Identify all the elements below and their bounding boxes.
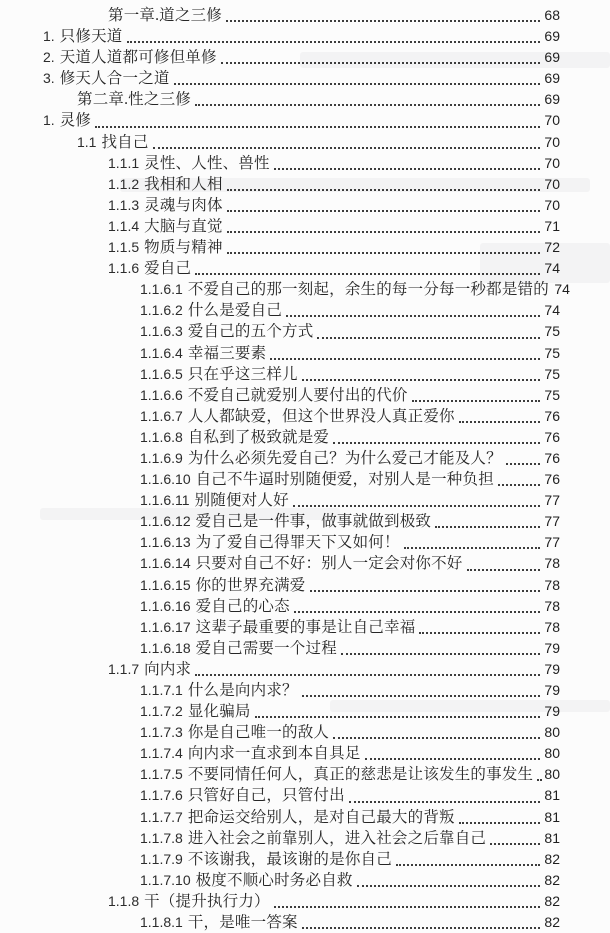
dot-leader	[127, 41, 541, 43]
toc-entry-number: 1.	[43, 112, 55, 129]
toc-entry[interactable]	[0, 258, 610, 279]
toc-entry-number: 3.	[43, 70, 55, 87]
toc-entry-number: 1.1.3	[108, 196, 140, 213]
toc-entry-page: 79	[544, 703, 560, 720]
dot-leader	[333, 737, 540, 739]
toc-entry-title: 进入社会之前靠别人，进入社会之后靠自己	[187, 829, 487, 847]
toc-entry[interactable]	[0, 26, 610, 47]
toc-entry-number: 1.1.8	[108, 892, 140, 909]
toc-entry-title: 爱自己需要一个过程	[195, 639, 337, 657]
dot-leader	[274, 906, 540, 908]
toc-entry-number: 1.1.6.9	[140, 449, 183, 466]
toc-entry-number: 1.1.8.1	[140, 914, 183, 931]
toc-entry-number: 1.1.6	[108, 260, 140, 277]
toc-entry[interactable]	[0, 195, 610, 216]
toc-entry-page: 78	[544, 576, 560, 593]
dot-leader	[459, 421, 540, 423]
toc-entry-page: 72	[544, 239, 560, 256]
toc-entry-number: 1.1.7.10	[140, 871, 191, 888]
toc-entry[interactable]	[0, 532, 610, 553]
toc-entry[interactable]	[0, 511, 610, 532]
toc-entry-page: 74	[544, 302, 560, 319]
toc-entry-page: 80	[544, 724, 560, 741]
toc-entry[interactable]	[0, 343, 610, 364]
toc-entry-page: 69	[544, 49, 560, 66]
toc-entry-page: 81	[544, 808, 560, 825]
toc-entry-page: 76	[544, 428, 560, 445]
toc-entry-title: 自己不牛逼时别随便爱，对别人是一种负担	[195, 471, 494, 489]
dot-leader	[333, 442, 540, 444]
toc-entry-number: 1.1.5	[108, 239, 140, 256]
toc-entry-page: 74	[544, 260, 560, 277]
toc-entry[interactable]	[0, 743, 610, 764]
toc-entry[interactable]	[0, 807, 610, 828]
dot-leader	[396, 864, 540, 866]
dot-leader	[221, 62, 540, 64]
toc-entry-number: 1.1.6.5	[140, 365, 183, 382]
dot-leader	[357, 885, 540, 887]
toc-entry-title: 这辈子最重要的事是让自己幸福	[195, 618, 416, 636]
toc-entry-number: 1.1.6.11	[140, 492, 190, 509]
toc-entry[interactable]	[0, 701, 610, 722]
toc-entry-page: 77	[544, 492, 560, 509]
toc-entry-number: 1.1.2	[108, 175, 140, 192]
toc-entry-number: 1.1.7.7	[140, 808, 183, 825]
dot-leader	[286, 315, 540, 317]
toc-entry-number: 1.1.6.16	[140, 597, 191, 614]
dot-leader	[195, 674, 540, 676]
toc-entry-number: 1.1.7.6	[140, 787, 183, 804]
toc-entry-title: 你是自己唯一的敌人	[187, 724, 330, 742]
toc-entry-title: 极度不顺心时务必自救	[195, 871, 353, 889]
dot-leader	[227, 231, 540, 233]
toc-entry[interactable]	[0, 237, 610, 258]
toc-entry[interactable]	[0, 406, 610, 427]
toc-entry[interactable]	[0, 132, 610, 153]
toc-entry-page: 82	[544, 892, 560, 909]
dot-leader	[490, 843, 540, 845]
dot-leader	[227, 189, 540, 191]
toc-entry-page: 70	[544, 133, 560, 150]
toc-entry-number: 1.1.7.8	[140, 829, 183, 846]
toc-entry-title: 爱自己的五个方式	[187, 323, 314, 341]
toc-entry-page: 79	[544, 660, 560, 677]
toc-entry-page: 70	[544, 175, 560, 192]
toc-entry[interactable]	[0, 638, 610, 659]
toc-entry-number: 1.1.6.3	[140, 323, 183, 340]
toc-entry[interactable]	[0, 5, 610, 26]
toc-entry[interactable]	[0, 575, 610, 596]
toc-entry-page: 75	[544, 344, 560, 361]
toc-entry-page: 78	[544, 618, 560, 635]
toc-entry[interactable]	[0, 764, 610, 785]
toc-entry-number: 1.1.6.8	[140, 428, 183, 445]
toc-entry-number: 1.1.6.17	[140, 618, 191, 635]
toc-entry-title: 只修天道	[59, 28, 123, 46]
toc-entry-title: 灵魂与肉体	[144, 196, 223, 214]
toc-entry-number: 1.1.7	[108, 660, 140, 677]
toc-entry-title: 向内求	[144, 660, 192, 678]
dot-leader	[274, 168, 540, 170]
toc-entry-title: 把命运交给别人，是对自己最大的背叛	[187, 808, 455, 826]
dot-leader	[404, 547, 540, 549]
toc-entry-page: 75	[544, 386, 560, 403]
toc-entry[interactable]	[0, 47, 610, 68]
toc-entry-title: 天道人道都可修但单修	[59, 49, 217, 67]
toc-entry-page: 80	[544, 766, 560, 783]
toc-entry-page: 77	[544, 513, 560, 530]
toc-entry[interactable]	[0, 828, 610, 849]
toc-entry-page: 82	[544, 914, 560, 931]
dot-leader	[95, 126, 540, 128]
toc-entry-page: 81	[544, 829, 560, 846]
toc-entry-title: 爱自己是一件事，做事就做到极致	[195, 513, 432, 531]
toc-entry-number: 1.1.7.9	[140, 850, 183, 867]
toc-entry-title: 显化骗局	[187, 703, 251, 721]
toc-entry[interactable]	[0, 680, 610, 701]
toc-entry-page: 68	[544, 7, 560, 23]
toc-entry-title: 只要对自己不好：别人一定会对你不好	[195, 555, 463, 573]
toc-entry-title: 灵修	[59, 112, 92, 130]
toc-entry-title: 干，是唯一答案	[187, 914, 298, 932]
toc-entry-number: 1.1.6.1	[140, 281, 183, 298]
toc-entry[interactable]	[0, 153, 610, 174]
toc-entry-title: 大脑与直觉	[144, 217, 223, 235]
toc-entry-title: 什么是爱自己	[187, 302, 283, 320]
dot-leader	[506, 463, 540, 465]
toc-entry-number: 1.1.6.13	[140, 534, 191, 551]
toc-entry-page: 79	[544, 682, 560, 698]
toc-entry[interactable]	[0, 659, 610, 680]
toc-entry-number: 1.1.7.5	[140, 766, 183, 783]
toc-entry-page: 69	[544, 91, 560, 108]
toc-entry-title: 找自己	[101, 133, 149, 151]
toc-entry[interactable]	[0, 279, 610, 300]
dot-leader	[498, 484, 540, 486]
dot-leader	[195, 104, 540, 106]
toc-entry[interactable]	[0, 490, 610, 511]
dot-leader	[294, 611, 540, 613]
toc-entry[interactable]	[0, 891, 610, 912]
dot-leader	[467, 569, 540, 571]
toc-entry[interactable]	[0, 722, 610, 743]
toc-entry-title: 物质与精神	[144, 239, 223, 257]
dot-leader	[270, 358, 540, 360]
toc-entry-number: 1.1.6.2	[140, 302, 183, 319]
dot-leader	[435, 526, 540, 528]
toc-entry[interactable]	[0, 216, 610, 237]
toc-entry-number: 1.1.6.10	[140, 471, 191, 488]
dot-leader	[153, 147, 540, 149]
toc-entry-page: 71	[544, 217, 560, 234]
toc-entry-page: 77	[544, 534, 560, 551]
dot-leader	[412, 400, 540, 402]
toc-entry-number: 1.1.6.14	[140, 555, 191, 572]
toc-entry-page: 76	[544, 407, 560, 424]
dot-leader	[317, 337, 540, 339]
toc-entry[interactable]	[0, 596, 610, 617]
toc-entry[interactable]	[0, 427, 610, 448]
toc-entry-number: 1.1.7.4	[140, 745, 183, 762]
toc-entry[interactable]	[0, 849, 610, 870]
toc-entry-page: 74	[554, 281, 570, 298]
toc-entry-page: 75	[544, 323, 560, 340]
toc-entry-title: 第一章.道之三修	[108, 7, 222, 24]
toc-entry-title: 幸福三要素	[187, 344, 267, 362]
toc-entry-number: 1.1.7.3	[140, 724, 183, 741]
toc-entry-title: 我相和人相	[144, 175, 223, 193]
toc-entry-page: 75	[544, 365, 560, 382]
toc-entry-number: 1.	[43, 28, 55, 45]
toc-entry-title: 修天人合一之道	[59, 70, 170, 88]
toc-entry-title: 爱自己的心态	[195, 597, 290, 615]
toc-entry-number: 1.1.6.4	[140, 344, 183, 361]
dot-leader	[302, 695, 540, 697]
toc-entry[interactable]	[0, 364, 610, 385]
toc-entry-page: 80	[544, 745, 560, 762]
toc-entry-title: 你的世界充满爱	[195, 576, 306, 594]
toc-entry-title: 不爱自己的那一刻起，余生的每一分每一秒都是错的	[187, 281, 549, 299]
toc-entry-title: 不该谢我，最该谢的是你自己	[187, 850, 392, 868]
dot-leader	[302, 379, 540, 381]
toc-entry-title: 只在乎这三样儿	[187, 365, 298, 383]
dot-leader	[195, 273, 540, 275]
toc-entry[interactable]	[0, 617, 610, 638]
toc-entry[interactable]	[0, 110, 610, 131]
toc-entry[interactable]	[0, 385, 610, 406]
toc-entry-number: 1.1	[77, 133, 97, 150]
toc-entry-title: 第二章.性之三修	[77, 91, 191, 109]
toc-entry-page: 69	[544, 70, 560, 87]
toc-entry-page: 69	[544, 28, 560, 45]
toc-entry-page: 70	[544, 154, 560, 171]
dot-leader	[349, 801, 540, 803]
toc-entry-title: 只管好自己，只管付出	[187, 787, 345, 805]
toc-entry-title: 爱自己	[144, 260, 192, 278]
dot-leader	[537, 779, 540, 781]
toc-entry[interactable]	[0, 469, 610, 490]
toc-entry[interactable]	[0, 89, 610, 110]
dot-leader	[227, 252, 540, 254]
toc-entry-page: 81	[544, 787, 560, 804]
dot-leader	[419, 632, 540, 634]
toc-entry-page: 70	[544, 196, 560, 213]
toc-entry[interactable]	[0, 870, 610, 891]
toc-entry-title: 向内求一直求到本自具足	[187, 745, 361, 763]
toc-entry[interactable]	[0, 68, 610, 89]
dot-leader	[310, 590, 540, 592]
toc-entry-title: 人人都缺爱，但这个世界没人真正爱你	[187, 407, 455, 425]
toc-entry-title: 什么是向内求？	[187, 682, 298, 699]
dot-leader	[302, 927, 540, 929]
toc-entry[interactable]	[0, 300, 610, 321]
toc-entry-number: 2.	[43, 49, 55, 66]
toc-entry-title: 干（提升执行力）	[144, 892, 270, 910]
toc-entry[interactable]	[0, 448, 610, 469]
dot-leader	[459, 822, 540, 824]
toc-entry-page: 78	[544, 597, 560, 614]
toc-entry-number: 1.1.7.2	[140, 703, 183, 720]
toc-entry-number: 1.1.1	[108, 154, 140, 171]
toc-entry-title: 别随便对人好	[194, 492, 289, 510]
toc-entry-title: 不要同情任何人，真正的慈悲是让该发生的事发生	[187, 766, 534, 784]
toc-entry-number: 1.1.7.1	[140, 682, 183, 698]
toc-entry-number: 1.1.6.6	[140, 386, 183, 403]
toc-entry[interactable]	[0, 321, 610, 342]
dot-leader	[226, 20, 540, 22]
dot-leader	[255, 716, 540, 718]
toc-entry-page: 70	[544, 112, 560, 129]
toc-entry-title: 为什么必须先爱自己？为什么爱己才能及人？	[187, 449, 502, 467]
dot-leader	[174, 83, 540, 85]
toc-entry-page: 82	[544, 871, 560, 888]
toc-entry[interactable]	[0, 174, 610, 195]
toc-entry-title: 为了爱自己得罪天下又如何！	[195, 534, 400, 552]
toc-entry-title: 自私到了极致就是爱	[187, 428, 330, 446]
dot-leader	[365, 758, 540, 760]
toc-entry-page: 76	[544, 471, 560, 488]
toc-entry-number: 1.1.4	[108, 217, 140, 234]
toc-entry-title: 不爱自己就爱别人要付出的代价	[187, 386, 408, 404]
toc-entry-page: 76	[544, 449, 560, 466]
toc-entry-page: 82	[544, 850, 560, 867]
dot-leader	[227, 210, 540, 212]
toc-entry-title: 灵性、人性、兽性	[144, 154, 270, 172]
toc-entry-number: 1.1.6.7	[140, 407, 183, 424]
toc-entry-page: 78	[544, 555, 560, 572]
toc-entry[interactable]	[0, 785, 610, 806]
toc-entry[interactable]	[0, 553, 610, 574]
dot-leader	[293, 505, 540, 507]
toc-entry-page: 79	[544, 639, 560, 656]
toc-entry[interactable]	[0, 912, 610, 933]
dot-leader	[341, 653, 540, 655]
toc-entry-number: 1.1.6.15	[140, 576, 191, 593]
toc-entry-number: 1.1.6.18	[140, 639, 191, 656]
toc-entry-number: 1.1.6.12	[140, 513, 191, 530]
